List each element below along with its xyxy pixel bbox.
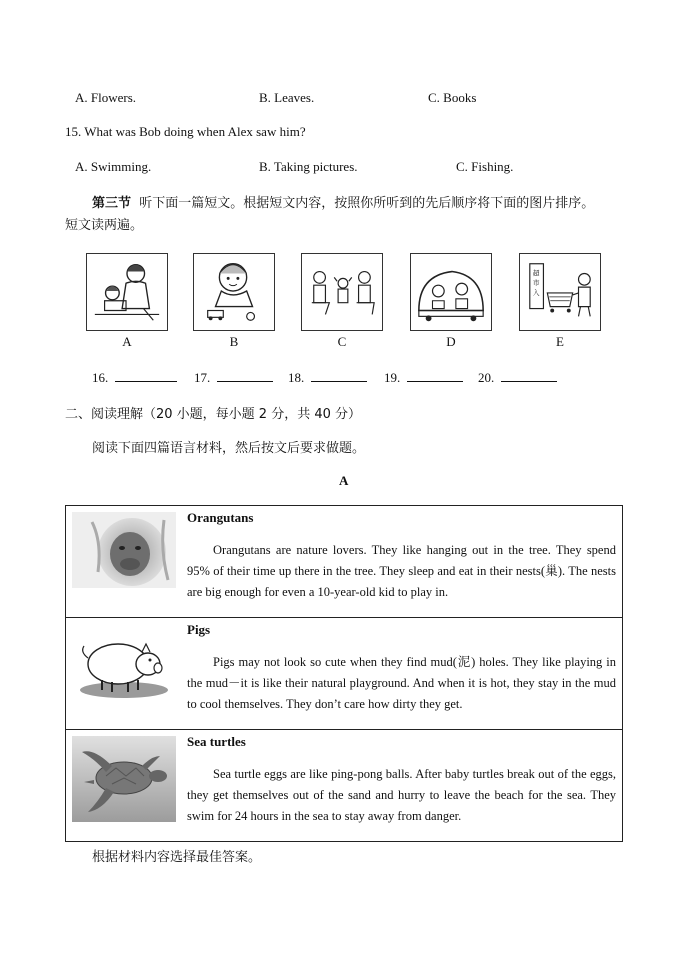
blank-number: 18.: [288, 370, 305, 385]
q14-option-b: B. Leaves.: [259, 90, 315, 105]
picture-label-b: B: [229, 334, 239, 349]
q15-option-c: C. Fishing.: [456, 159, 514, 174]
animal-title: Orangutans: [187, 510, 254, 525]
picture-label-d: D: [446, 334, 456, 349]
picture-label-a: A: [122, 334, 132, 349]
answer-line[interactable]: [407, 369, 463, 382]
footer-instruction: 根据材料内容选择最佳答案。: [92, 850, 262, 865]
animal-title: Sea turtles: [187, 734, 246, 749]
animal-description: [187, 652, 616, 715]
answer-line[interactable]: [217, 369, 273, 382]
family-in-car-icon: [411, 254, 491, 330]
section3-line1: [92, 192, 594, 211]
supermarket-cart-icon: [520, 254, 600, 330]
q15-question: 15. What was Bob doing when Alex saw him?: [65, 124, 306, 139]
picture-label-c: C: [337, 334, 347, 349]
answer-blank-16: [92, 369, 177, 386]
blank-number: 16.: [92, 370, 109, 385]
blank-number: 20.: [478, 370, 495, 385]
section3-text: 听下面一篇短文。根据短文内容，按照你所听到的先后顺序将下面的图片排序。: [139, 196, 595, 211]
picture-e: [519, 253, 601, 331]
orangutan-photo-icon: [72, 512, 176, 588]
animal-description: [187, 540, 616, 603]
mother-child-drawing-icon: [87, 254, 167, 330]
animal-row-orangutans: [66, 506, 622, 617]
picture-label-e: E: [556, 334, 564, 349]
answer-blank-17: [194, 369, 273, 386]
passage-label: A: [339, 473, 349, 488]
answer-blank-18: [288, 369, 367, 386]
q15-option-a: A. Swimming.: [75, 159, 152, 174]
answer-blank-19: [384, 369, 463, 386]
animal-description-text: Orangutans are nature lovers. They like hanging out in the tree. They spend 95% of their time up there in the tree. They sleep and eat in their nests(巢). The nests are big enough for even a 10-year-old kid to play in.: [187, 543, 616, 599]
pig-drawing-icon: [72, 624, 176, 700]
section3-line2: 短文读两遍。: [65, 218, 144, 233]
sea-turtle-photo-icon: [72, 736, 176, 822]
part2-heading: 二、阅读理解（20 小题，每小题 2 分，共 40 分）: [65, 407, 362, 422]
q14-option-c: C. Books: [428, 90, 477, 105]
part2-instruction: 阅读下面四篇语言材料，然后按文后要求做题。: [92, 441, 366, 456]
section3-title: 第三节: [92, 196, 132, 211]
blank-number: 19.: [384, 370, 401, 385]
svg-text:市: 市: [532, 279, 540, 288]
answer-line[interactable]: [115, 369, 177, 382]
picture-c: [301, 253, 383, 331]
family-sitting-icon: [302, 254, 382, 330]
animal-row-sea-turtles: [66, 730, 622, 841]
animal-description-text: Sea turtle eggs are like ping-pong balls. After baby turtles break out of the eggs, they get themselves out of the sand and hurry to leave the beach for the sea. They swim for 24 hours in the sea to stay away from danger.: [187, 767, 616, 823]
animal-row-pigs: [66, 618, 622, 729]
animal-description-text: Pigs may not look so cute when they find mud(泥) holes. They like playing in the mud－it is like their natural playground. And when it is hot, they stay in the mud to cool themselves. They don’t care how dirty they get.: [187, 655, 616, 711]
svg-text:超: 超: [532, 269, 540, 278]
picture-d: [410, 253, 492, 331]
svg-text:入: 入: [532, 288, 540, 297]
boy-playing-toy-car-icon: [194, 254, 274, 330]
answer-line[interactable]: [311, 369, 367, 382]
q14-option-a: A. Flowers.: [75, 90, 137, 105]
answer-blank-20: [478, 369, 557, 386]
animal-title: Pigs: [187, 622, 211, 637]
picture-b: [193, 253, 275, 331]
animal-description: [187, 764, 616, 827]
answer-line[interactable]: [501, 369, 557, 382]
q15-option-b: B. Taking pictures.: [259, 159, 358, 174]
blank-number: 17.: [194, 370, 211, 385]
picture-a: [86, 253, 168, 331]
animal-reading-table: [65, 505, 623, 842]
